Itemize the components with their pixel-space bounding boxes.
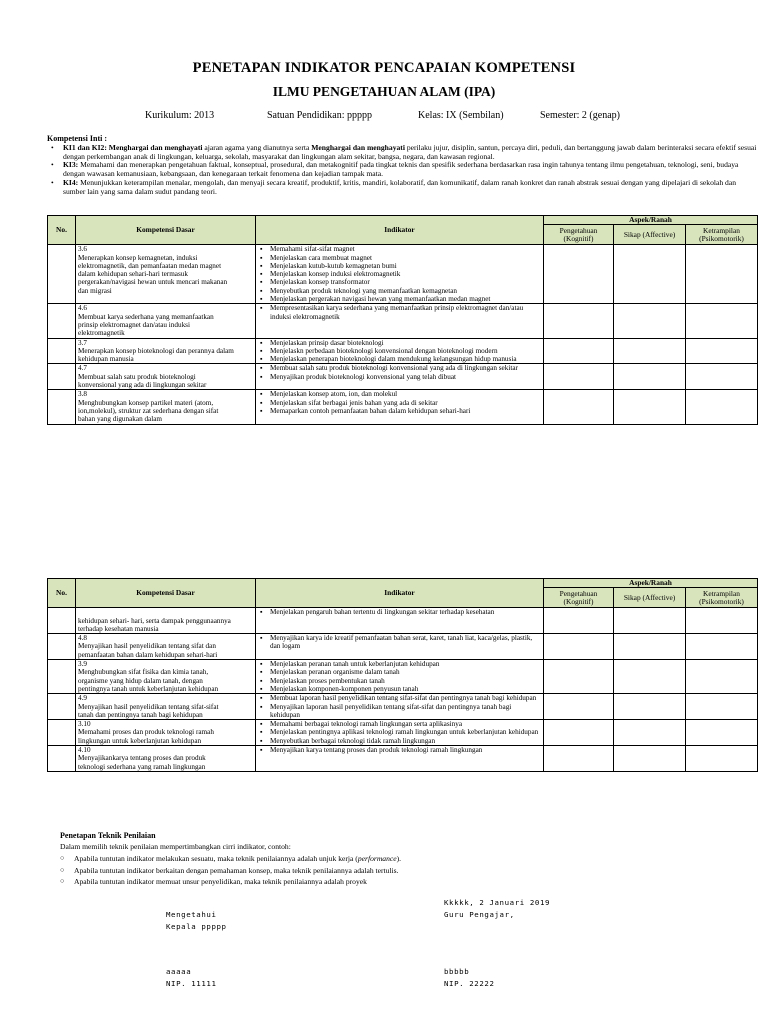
table-row xyxy=(48,660,758,694)
penilaian-heading: Penetapan Teknik Penilaian xyxy=(60,831,156,840)
indikator-item: ▪ Membuat laporan hasil penyelidikan tentang sifat-sifat dan pentingnya tanah bagi kehidupan xyxy=(270,694,541,702)
header-pengetahuan: Pengetahuan (Kognitif) xyxy=(544,225,614,245)
header-pengetahuan: Pengetahuan (Kognitif) xyxy=(544,588,614,608)
cell-kompetensi-dasar xyxy=(76,608,256,634)
cell-sikap xyxy=(614,720,686,746)
cell-kompetensi-dasar xyxy=(76,746,256,772)
cell-indikator xyxy=(256,720,544,746)
kd-number: 4.7 xyxy=(78,364,87,373)
cell-ketrampilan xyxy=(686,304,758,338)
table-row xyxy=(48,634,758,660)
cell-indikator xyxy=(256,364,544,390)
cell-ketrampilan xyxy=(686,694,758,720)
cell-sikap xyxy=(614,746,686,772)
table-row xyxy=(48,390,758,424)
table-row xyxy=(48,245,758,304)
indikator-item: ▪ Menjelaskan cara membuat magnet xyxy=(270,254,541,262)
indikator-item: ▪ Menjelaskan sifat berbagai jenis bahan yang ada di sekitar xyxy=(270,399,541,407)
cell-ketrampilan xyxy=(686,660,758,694)
signature-place-date: Kkkkk, 2 Januari 2019 xyxy=(444,898,551,907)
cell-pengetahuan xyxy=(544,364,614,390)
indikator-item: ▪ Menyebutkan berbagai teknologi tidak ramah lingkungan xyxy=(270,737,541,745)
kd-text: Menyajikan hasil penyelidikan tentang sifat-sifat tanah dan pentingnya tanah bagi kehidupan xyxy=(78,702,219,719)
signature-guru-nip: NIP. 22222 xyxy=(444,979,495,988)
penilaian-intro: Dalam memilih teknik penilaian mempertimbangkan cirri indikator, contoh: xyxy=(60,842,291,851)
header-ketrampilan: Ketrampilan (Psikomotorik) xyxy=(686,588,758,608)
cell-no xyxy=(48,746,76,772)
cell-sikap xyxy=(614,364,686,390)
cell-pengetahuan xyxy=(544,245,614,304)
cell-kompetensi-dasar xyxy=(76,304,256,338)
table-row xyxy=(48,338,758,364)
cell-no xyxy=(48,608,76,634)
indikator-item: ▪ Memahami berbagai teknologi ramah lingkungan serta aplikasinya xyxy=(270,720,541,728)
cell-kompetensi-dasar xyxy=(76,364,256,390)
meta-semester: Semester: 2 (genap) xyxy=(540,110,620,121)
cell-ketrampilan xyxy=(686,338,758,364)
meta-kurikulum: Kurikulum: 2013 xyxy=(145,110,215,121)
header-sikap: Sikap (Affective) xyxy=(614,588,686,608)
cell-sikap xyxy=(614,608,686,634)
cell-indikator xyxy=(256,660,544,694)
cell-no xyxy=(48,634,76,660)
cell-no xyxy=(48,338,76,364)
cell-kompetensi-dasar xyxy=(76,660,256,694)
indikator-item: ▪ Menyajikan karya ide kreatif pemanfaatan bahan serat, karet, tanah liat, kaca/gelas, plastik, dan logam xyxy=(270,634,541,651)
meta-kelas: Kelas: IX (Sembilan) xyxy=(418,110,504,121)
ki-item-3: • KI3: Memahami dan menerapkan pengetahuan faktual, konseptual, prosedural, dan metakognitif pada tingkat teknis dan spesifik sederhana berdasarkan rasa ingin tahunya tentang ilmu pengetahuan, teknologi, seni, budaya dengan wawasan kemanusiaan, kebangsaan, dan kenegaraan terkait fenomena dan kejadian tampak mata. xyxy=(47,161,757,178)
cell-no xyxy=(48,660,76,694)
penilaian-item-3: ○ Apabila tuntutan indikator memuat unsur penyelidikan, maka teknik penilaiannya adalah proyek xyxy=(60,876,660,888)
kd-number: 3.8 xyxy=(78,390,87,399)
kd-number: 4.9 xyxy=(78,694,87,703)
signature-guru-name: bbbbb xyxy=(444,967,470,976)
header-ketrampilan: Ketrampilan (Psikomotorik) xyxy=(686,225,758,245)
ki-item-4: • KI4: Menunjukkan keterampilan menalar, mengolah, dan menyaji secara kreatif, produktif, kritis, mandiri, kolaboratif, dan komunikatif, dalam ranah konkret dan ranah abstrak sesuai dengan yang dipelajari di sekolah dan sumber lain yang sama dalam sudut pandang teori. xyxy=(47,179,757,196)
cell-ketrampilan xyxy=(686,390,758,424)
indikator-item: ▪ Mempresentasikan karya sederhana yang memanfaatkan prinsip elektromagnet dan/atau induksi elektromagnetik xyxy=(270,304,541,321)
header-no: No. xyxy=(48,216,76,245)
indikator-item: ▪ Menjelaskan penerapan bioteknologi dalam mendukung kelangsungan hidup manusia xyxy=(270,355,541,363)
penilaian-list xyxy=(60,853,660,888)
ki-list xyxy=(47,144,757,196)
cell-kompetensi-dasar xyxy=(76,338,256,364)
cell-sikap xyxy=(614,634,686,660)
table-row xyxy=(48,746,758,772)
kd-number: 3.9 xyxy=(78,660,87,669)
kd-number: 4.8 xyxy=(78,634,87,643)
indikator-item: ▪ Menyajikan laporan hasil penyelidikan tentang sifat-sifat dan pentingnya tanah bagi kehidupan xyxy=(270,703,541,720)
cell-pengetahuan xyxy=(544,694,614,720)
kd-text: Menerapkan konsep kemagnetan, induksi elektromagnetik, dan pemanfaatan medan magnet dalam kehidupan sehari-hari termasuk pergerakan/navigasi hewan untuk mencari makanan dan migrasi xyxy=(78,253,228,295)
competency-table-2 xyxy=(47,578,758,772)
meta-satuan: Satuan Pendidikan: ppppp xyxy=(267,110,372,121)
header-sikap: Sikap (Affective) xyxy=(614,225,686,245)
indikator-item: ▪ Menjelaskan proses pembentukan tanah xyxy=(270,677,541,685)
header-indikator: Indikator xyxy=(256,216,544,245)
indikator-item: ▪ Menjelaskan pentingnya aplikasi teknologi ramah lingkungan untuk keberlanjutan kehidupan xyxy=(270,728,541,736)
cell-ketrampilan xyxy=(686,608,758,634)
signature-mengetahui: Mengetahui xyxy=(166,910,217,919)
cell-ketrampilan xyxy=(686,634,758,660)
cell-kompetensi-dasar xyxy=(76,634,256,660)
cell-kompetensi-dasar xyxy=(76,390,256,424)
indikator-item: ▪ Menjelaskn perbedaan bioteknologi konvensional dengan bioteknologi modern xyxy=(270,347,541,355)
cell-sikap xyxy=(614,660,686,694)
cell-ketrampilan xyxy=(686,746,758,772)
indikator-item: ▪ Menjelaskan komponen-komponen penyusun tanah xyxy=(270,685,541,693)
indikator-item: ▪ Menjelaskan kutub-kutub kemagnetan bumi xyxy=(270,262,541,270)
indikator-item: ▪ Menjelakan pengaruh bahan tertentu di lingkungan sekitar terhadap kesehatan xyxy=(270,608,541,616)
table-row xyxy=(48,720,758,746)
signature-kepala-role: Kepala ppppp xyxy=(166,922,227,931)
cell-indikator xyxy=(256,304,544,338)
cell-kompetensi-dasar xyxy=(76,245,256,304)
indikator-item: ▪ Menyebutkan produk teknologi yang memanfaatkan kemagnetan xyxy=(270,287,541,295)
cell-no xyxy=(48,720,76,746)
indikator-item: ▪ Membuat salah satu produk bioteknologi konvensional yang ada di lingkungan sekitar xyxy=(270,364,541,372)
indikator-item: ▪ Menjelaskan konsep induksi elektromagnetik xyxy=(270,270,541,278)
kd-number: 4.10 xyxy=(78,746,91,755)
cell-no xyxy=(48,364,76,390)
cell-kompetensi-dasar xyxy=(76,720,256,746)
header-indikator: Indikator xyxy=(256,579,544,608)
kd-number: 3.7 xyxy=(78,338,87,347)
penilaian-item-1: ○ Apabila tuntutan indikator melakukan sesuatu, maka teknik penilaiannya adalah unjuk kerja (performance). xyxy=(60,853,660,865)
document-subtitle: ILMU PENGETAHUAN ALAM (IPA) xyxy=(272,84,496,99)
cell-indikator xyxy=(256,608,544,634)
header-no: No. xyxy=(48,579,76,608)
document-title: PENETAPAN INDIKATOR PENCAPAIAN KOMPETENSI xyxy=(192,60,576,76)
cell-kompetensi-dasar xyxy=(76,694,256,720)
indikator-item: ▪ Menyajikan produk bioteknologi konvensional yang telah dibuat xyxy=(270,373,541,381)
cell-indikator xyxy=(256,390,544,424)
cell-indikator xyxy=(256,338,544,364)
table-row xyxy=(48,694,758,720)
competency-table-1 xyxy=(47,215,758,425)
indikator-item: ▪ Menjelaskan peranan tanah untuk keberlanjutan kehidupan xyxy=(270,660,541,668)
indikator-item: ▪ Menyajikan karya tentang proses dan produk teknologi ramah lingkungan xyxy=(270,746,541,754)
cell-pengetahuan xyxy=(544,338,614,364)
cell-sikap xyxy=(614,304,686,338)
cell-indikator xyxy=(256,746,544,772)
kd-number: 3.6 xyxy=(78,245,87,254)
kd-text: Menerapkan konsep bioteknologi dan perannya dalam kehidupan manusia xyxy=(78,346,234,364)
signature-kepala-nip: NIP. 11111 xyxy=(166,979,217,988)
kd-text: Membuat karya sederhana yang memanfaatkan prinsip elektromagnet dan/atau induksi elektromagnetik xyxy=(78,312,214,338)
cell-pengetahuan xyxy=(544,746,614,772)
cell-indikator xyxy=(256,245,544,304)
cell-sikap xyxy=(614,338,686,364)
kd-text: Menghubungkan sifat fisika dan kimia tanah, organisme yang hidup dalam tanah, dengan pentingnya tanah untuk keberlanjutan kehidupan xyxy=(78,668,219,693)
indikator-item: ▪ Memaparkan contoh pemanfaatan bahan dalam kehidupan sehari-hari xyxy=(270,407,541,415)
kd-text: Membuat salah satu produk bioteknologi konvensional yang ada di lingkungan sekitar xyxy=(78,372,207,390)
cell-no xyxy=(48,694,76,720)
indikator-item: ▪ Memahami sifat-sifat magnet xyxy=(270,245,541,253)
ki-item-1: • KI1 dan KI2: Menghargai dan menghayati ajaran agama yang dianutnya serta Menghargai dan menghayati perilaku jujur, disiplin, santun, percaya diri, peduli, dan bertanggung jawab dalam berinteraksi secara efektif sesuai dengan perkembangan anak di lingkungan, keluarga, sekolah, masyarakat dan lingkungan alam sekitar, bangsa, negara, dan kawasan regional. xyxy=(47,144,757,161)
cell-pengetahuan xyxy=(544,634,614,660)
kd-text: Menyajikankarya tentang proses dan produk teknologi sederhana yang ramah lingkungan xyxy=(78,754,206,771)
table-row xyxy=(48,304,758,338)
cell-indikator xyxy=(256,694,544,720)
cell-pengetahuan xyxy=(544,720,614,746)
indikator-item: ▪ Menjelaskan peranan organisme dalam tanah xyxy=(270,668,541,676)
header-kompetensi-dasar: Kompetensi Dasar xyxy=(76,579,256,608)
header-aspek: Aspek/Ranah xyxy=(544,579,758,588)
cell-sikap xyxy=(614,390,686,424)
kd-number: 4.6 xyxy=(78,304,87,313)
table-row xyxy=(48,364,758,390)
kd-text: Menghubungkan konsep partikel materi (atom, ion,molekul), struktur zat sederhana dengan sifat bahan yang digunakan dalam xyxy=(78,398,219,424)
header-kompetensi-dasar: Kompetensi Dasar xyxy=(76,216,256,245)
indikator-item: ▪ Menjelaskan pergerakan navigasi hewan yang memanfaatkan medan magnet xyxy=(270,295,541,303)
cell-no xyxy=(48,245,76,304)
indikator-item: ▪ Menjelaskan konsep atom, ion, dan molekul xyxy=(270,390,541,398)
cell-pengetahuan xyxy=(544,608,614,634)
cell-no xyxy=(48,304,76,338)
table-row xyxy=(48,608,758,634)
kd-text: Menyajikan hasil penyelidikan tentang sifat dan pemanfaatan bahan dalam kehidupan sehari-hari xyxy=(78,642,218,659)
ki-heading: Kompetensi Inti : xyxy=(47,134,107,143)
indikator-item: ▪ Menjelaskan prinsip dasar bioteknologi xyxy=(270,339,541,347)
cell-indikator xyxy=(256,634,544,660)
kd-text: kehidupan sehari- hari, serta dampak penggunaannya terhadap kesehatan manusia xyxy=(78,616,231,633)
penilaian-item-2: ○ Apabila tuntutan indikator berkaitan dengan pemahaman konsep, maka teknik penilaiannya adalah tertulis. xyxy=(60,865,660,877)
signature-kepala-name: aaaaa xyxy=(166,967,192,976)
cell-pengetahuan xyxy=(544,304,614,338)
cell-pengetahuan xyxy=(544,390,614,424)
cell-no xyxy=(48,390,76,424)
cell-ketrampilan xyxy=(686,364,758,390)
cell-pengetahuan xyxy=(544,660,614,694)
kd-text: Memahami proses dan produk teknologi ramah lingkungan untuk keberlanjutan kehidupan xyxy=(78,728,214,745)
indikator-item: ▪ Menjelaskan konsep transformator xyxy=(270,278,541,286)
header-aspek: Aspek/Ranah xyxy=(544,216,758,225)
cell-sikap xyxy=(614,694,686,720)
signature-guru-role: Guru Pengajar, xyxy=(444,910,515,919)
cell-ketrampilan xyxy=(686,720,758,746)
cell-sikap xyxy=(614,245,686,304)
cell-ketrampilan xyxy=(686,245,758,304)
kd-number: 3.10 xyxy=(78,720,91,729)
